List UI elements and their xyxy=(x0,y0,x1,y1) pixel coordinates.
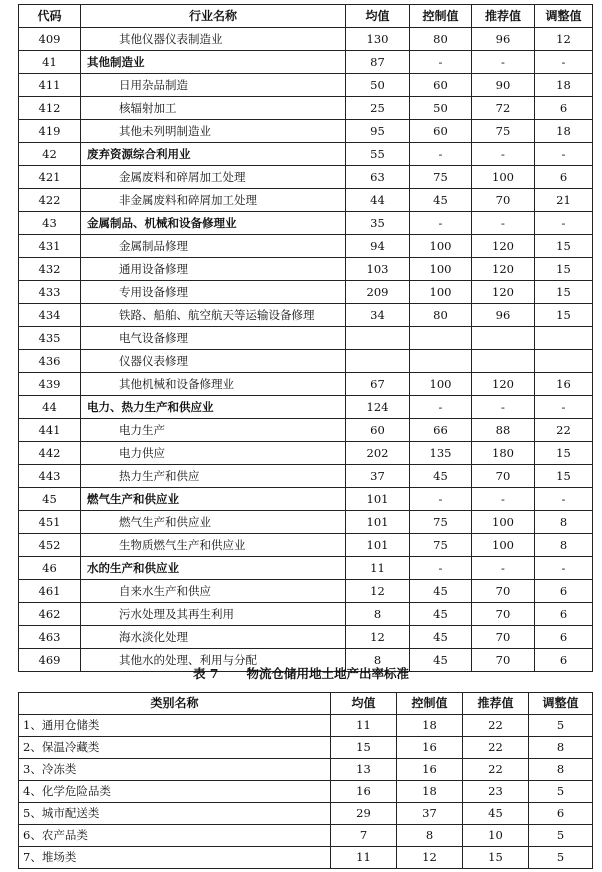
row-category-name: 4、化学危险品类 xyxy=(19,781,331,803)
row-control: 100 xyxy=(410,281,472,304)
row-code: 462 xyxy=(19,603,81,626)
row-code: 443 xyxy=(19,465,81,488)
row-industry-name: 核辐射加工 xyxy=(81,97,346,120)
table-row xyxy=(19,258,593,281)
header-category-name: 类别名称 xyxy=(19,693,331,715)
row-adjust: 5 xyxy=(529,715,593,737)
row-control: 45 xyxy=(410,626,472,649)
row-industry-name: 专用设备修理 xyxy=(81,281,346,304)
row-code: 41 xyxy=(19,51,81,74)
row-mean: 34 xyxy=(346,304,410,327)
row-control: 45 xyxy=(410,649,472,672)
row-industry-name: 热力生产和供应 xyxy=(81,465,346,488)
table-row xyxy=(19,715,593,737)
row-industry-name: 金属制品修理 xyxy=(81,235,346,258)
row-recommend: 70 xyxy=(472,603,535,626)
table-row xyxy=(19,847,593,869)
row-adjust: 21 xyxy=(535,189,593,212)
row-adjust: 6 xyxy=(535,626,593,649)
row-industry-name: 金属制品、机械和设备修理业 xyxy=(81,212,346,235)
row-recommend: 75 xyxy=(472,120,535,143)
row-adjust: - xyxy=(535,488,593,511)
row-industry-name: 污水处理及其再生利用 xyxy=(81,603,346,626)
row-recommend: 100 xyxy=(472,511,535,534)
row-control xyxy=(410,350,472,373)
row-industry-name: 其他未列明制造业 xyxy=(81,120,346,143)
row-mean: 11 xyxy=(346,557,410,580)
row-recommend: 15 xyxy=(463,847,529,869)
row-adjust: 5 xyxy=(529,781,593,803)
table-row xyxy=(19,74,593,97)
row-mean: 13 xyxy=(331,759,397,781)
row-mean: 12 xyxy=(346,626,410,649)
row-code: 419 xyxy=(19,120,81,143)
row-mean: 15 xyxy=(331,737,397,759)
table-row xyxy=(19,825,593,847)
category-row xyxy=(19,143,593,166)
table-row xyxy=(19,235,593,258)
table7-title: 物流仓储用地土地产出率标准 xyxy=(246,666,410,681)
row-category-name: 2、保温冷藏类 xyxy=(19,737,331,759)
row-industry-name: 金属废料和碎屑加工处理 xyxy=(81,166,346,189)
row-recommend: 22 xyxy=(463,715,529,737)
row-control: 100 xyxy=(410,258,472,281)
row-adjust: 8 xyxy=(529,759,593,781)
row-code: 411 xyxy=(19,74,81,97)
category-row xyxy=(19,51,593,74)
table-header-row xyxy=(19,693,593,715)
row-industry-name: 电力生产 xyxy=(81,419,346,442)
row-control: 75 xyxy=(410,166,472,189)
row-control: 50 xyxy=(410,97,472,120)
row-control: - xyxy=(410,212,472,235)
row-industry-name: 生物质燃气生产和供应业 xyxy=(81,534,346,557)
row-industry-name: 电力供应 xyxy=(81,442,346,465)
row-industry-name: 铁路、船舶、航空航天等运输设备修理 xyxy=(81,304,346,327)
row-industry-name: 自来水生产和供应 xyxy=(81,580,346,603)
row-mean: 87 xyxy=(346,51,410,74)
row-industry-name: 其他机械和设备修理业 xyxy=(81,373,346,396)
row-control: 135 xyxy=(410,442,472,465)
row-industry-name: 其他水的处理、利用与分配 xyxy=(81,649,346,672)
row-code: 461 xyxy=(19,580,81,603)
row-recommend: 120 xyxy=(472,281,535,304)
row-control: 16 xyxy=(397,759,463,781)
header-control: 控制值 xyxy=(397,693,463,715)
row-recommend: 72 xyxy=(472,97,535,120)
row-recommend: 100 xyxy=(472,534,535,557)
row-mean: 12 xyxy=(346,580,410,603)
row-recommend: 70 xyxy=(472,580,535,603)
row-control: 80 xyxy=(410,28,472,51)
row-mean: 130 xyxy=(346,28,410,51)
logistics-table-body xyxy=(19,715,593,869)
row-mean: 67 xyxy=(346,373,410,396)
row-mean: 35 xyxy=(346,212,410,235)
header-recommend: 推荐值 xyxy=(463,693,529,715)
row-recommend: 10 xyxy=(463,825,529,847)
industry-table-body xyxy=(19,28,593,672)
row-control: 75 xyxy=(410,511,472,534)
row-code: 43 xyxy=(19,212,81,235)
row-adjust: 6 xyxy=(529,803,593,825)
header-mean: 均值 xyxy=(346,5,410,28)
row-code: 434 xyxy=(19,304,81,327)
row-code: 451 xyxy=(19,511,81,534)
row-control: - xyxy=(410,143,472,166)
row-control: 100 xyxy=(410,373,472,396)
table-row xyxy=(19,120,593,143)
row-control: 60 xyxy=(410,74,472,97)
row-recommend: 45 xyxy=(463,803,529,825)
row-industry-name: 其他仪器仪表制造业 xyxy=(81,28,346,51)
row-adjust: 6 xyxy=(535,580,593,603)
row-adjust: 15 xyxy=(535,258,593,281)
row-control: 18 xyxy=(397,781,463,803)
row-industry-name: 燃气生产和供应业 xyxy=(81,511,346,534)
row-industry-name: 水的生产和供应业 xyxy=(81,557,346,580)
row-recommend: 70 xyxy=(472,465,535,488)
row-control: 16 xyxy=(397,737,463,759)
row-recommend: - xyxy=(472,143,535,166)
row-mean: 44 xyxy=(346,189,410,212)
row-recommend: 70 xyxy=(472,649,535,672)
table-row xyxy=(19,737,593,759)
row-adjust: 15 xyxy=(535,304,593,327)
row-control: 8 xyxy=(397,825,463,847)
row-control: 45 xyxy=(410,603,472,626)
row-mean: 94 xyxy=(346,235,410,258)
header-adjust: 调整值 xyxy=(529,693,593,715)
row-mean: 11 xyxy=(331,715,397,737)
row-mean: 25 xyxy=(346,97,410,120)
table-row xyxy=(19,97,593,120)
row-mean: 209 xyxy=(346,281,410,304)
row-adjust: 15 xyxy=(535,281,593,304)
header-recommend: 推荐值 xyxy=(472,5,535,28)
row-category-name: 6、农产品类 xyxy=(19,825,331,847)
row-recommend: 96 xyxy=(472,28,535,51)
row-recommend: 120 xyxy=(472,373,535,396)
row-recommend: - xyxy=(472,557,535,580)
row-code: 452 xyxy=(19,534,81,557)
table-row xyxy=(19,373,593,396)
row-control: 60 xyxy=(410,120,472,143)
row-adjust: 16 xyxy=(535,373,593,396)
row-adjust xyxy=(535,350,593,373)
table-row xyxy=(19,626,593,649)
row-industry-name: 其他制造业 xyxy=(81,51,346,74)
row-mean: 202 xyxy=(346,442,410,465)
row-recommend: 180 xyxy=(472,442,535,465)
row-adjust: 6 xyxy=(535,603,593,626)
table-row xyxy=(19,534,593,557)
row-mean: 101 xyxy=(346,488,410,511)
row-recommend: 90 xyxy=(472,74,535,97)
row-code: 42 xyxy=(19,143,81,166)
table7-number: 表 7 xyxy=(192,666,219,681)
row-code: 409 xyxy=(19,28,81,51)
row-adjust: 8 xyxy=(535,511,593,534)
row-control: - xyxy=(410,51,472,74)
row-industry-name: 通用设备修理 xyxy=(81,258,346,281)
row-code: 442 xyxy=(19,442,81,465)
header-mean: 均值 xyxy=(331,693,397,715)
row-code: 421 xyxy=(19,166,81,189)
row-adjust: - xyxy=(535,143,593,166)
row-adjust: 15 xyxy=(535,465,593,488)
row-control: 66 xyxy=(410,419,472,442)
row-industry-name: 电气设备修理 xyxy=(81,327,346,350)
table-header-row xyxy=(19,5,593,28)
row-control: - xyxy=(410,396,472,419)
row-recommend: 96 xyxy=(472,304,535,327)
table-row xyxy=(19,803,593,825)
table-row xyxy=(19,603,593,626)
table-row xyxy=(19,166,593,189)
row-recommend xyxy=(472,350,535,373)
table-row xyxy=(19,28,593,51)
row-control: 45 xyxy=(410,465,472,488)
row-adjust xyxy=(535,327,593,350)
row-code: 46 xyxy=(19,557,81,580)
row-adjust: 15 xyxy=(535,442,593,465)
row-code: 441 xyxy=(19,419,81,442)
row-recommend: 120 xyxy=(472,258,535,281)
row-control: 75 xyxy=(410,534,472,557)
row-control: 37 xyxy=(397,803,463,825)
row-code: 422 xyxy=(19,189,81,212)
row-mean xyxy=(346,350,410,373)
row-mean: 95 xyxy=(346,120,410,143)
table7-caption xyxy=(0,664,602,682)
row-industry-name: 非金属废料和碎屑加工处理 xyxy=(81,189,346,212)
row-adjust: 8 xyxy=(529,737,593,759)
row-category-name: 7、堆场类 xyxy=(19,847,331,869)
row-mean: 37 xyxy=(346,465,410,488)
row-recommend: 22 xyxy=(463,737,529,759)
row-adjust: 15 xyxy=(535,235,593,258)
row-adjust: 18 xyxy=(535,74,593,97)
row-control: - xyxy=(410,557,472,580)
row-adjust: 22 xyxy=(535,419,593,442)
row-adjust: - xyxy=(535,212,593,235)
category-row xyxy=(19,212,593,235)
row-recommend: 70 xyxy=(472,626,535,649)
row-adjust: 18 xyxy=(535,120,593,143)
row-mean: 63 xyxy=(346,166,410,189)
category-row xyxy=(19,396,593,419)
row-mean: 7 xyxy=(331,825,397,847)
row-recommend: 70 xyxy=(472,189,535,212)
row-adjust: 6 xyxy=(535,649,593,672)
row-adjust: 5 xyxy=(529,847,593,869)
row-adjust: 6 xyxy=(535,166,593,189)
row-code: 432 xyxy=(19,258,81,281)
row-code: 463 xyxy=(19,626,81,649)
row-recommend: 88 xyxy=(472,419,535,442)
table-row xyxy=(19,304,593,327)
row-recommend: 100 xyxy=(472,166,535,189)
category-row xyxy=(19,557,593,580)
row-code: 436 xyxy=(19,350,81,373)
row-adjust: 6 xyxy=(535,97,593,120)
header-code: 代码 xyxy=(19,5,81,28)
table-row xyxy=(19,465,593,488)
row-industry-name: 海水淡化处理 xyxy=(81,626,346,649)
table-row xyxy=(19,781,593,803)
row-code: 44 xyxy=(19,396,81,419)
row-mean: 8 xyxy=(346,603,410,626)
row-code: 435 xyxy=(19,327,81,350)
row-mean: 103 xyxy=(346,258,410,281)
row-adjust: 5 xyxy=(529,825,593,847)
row-mean xyxy=(346,327,410,350)
row-recommend xyxy=(472,327,535,350)
row-control: - xyxy=(410,488,472,511)
row-recommend: - xyxy=(472,212,535,235)
row-control: 12 xyxy=(397,847,463,869)
row-code: 439 xyxy=(19,373,81,396)
row-control: 100 xyxy=(410,235,472,258)
row-category-name: 3、冷冻类 xyxy=(19,759,331,781)
row-control xyxy=(410,327,472,350)
row-code: 412 xyxy=(19,97,81,120)
header-industry-name: 行业名称 xyxy=(81,5,346,28)
row-adjust: - xyxy=(535,396,593,419)
row-adjust: 8 xyxy=(535,534,593,557)
table-row xyxy=(19,511,593,534)
row-code: 45 xyxy=(19,488,81,511)
row-mean: 124 xyxy=(346,396,410,419)
row-mean: 50 xyxy=(346,74,410,97)
table-row xyxy=(19,327,593,350)
row-recommend: - xyxy=(472,51,535,74)
row-industry-name: 燃气生产和供应业 xyxy=(81,488,346,511)
row-control: 80 xyxy=(410,304,472,327)
row-mean: 101 xyxy=(346,534,410,557)
row-industry-name: 废弃资源综合利用业 xyxy=(81,143,346,166)
row-control: 45 xyxy=(410,189,472,212)
header-control: 控制值 xyxy=(410,5,472,28)
row-category-name: 1、通用仓储类 xyxy=(19,715,331,737)
row-recommend: 22 xyxy=(463,759,529,781)
row-adjust: - xyxy=(535,557,593,580)
row-adjust: - xyxy=(535,51,593,74)
row-mean: 60 xyxy=(346,419,410,442)
row-mean: 16 xyxy=(331,781,397,803)
row-recommend: 120 xyxy=(472,235,535,258)
row-industry-name: 电力、热力生产和供应业 xyxy=(81,396,346,419)
row-mean: 55 xyxy=(346,143,410,166)
industry-output-table xyxy=(18,4,593,672)
row-category-name: 5、城市配送类 xyxy=(19,803,331,825)
header-adjust: 调整值 xyxy=(535,5,593,28)
row-industry-name: 日用杂品制造 xyxy=(81,74,346,97)
row-mean: 29 xyxy=(331,803,397,825)
row-industry-name: 仪器仪表修理 xyxy=(81,350,346,373)
table-row xyxy=(19,350,593,373)
row-recommend: 23 xyxy=(463,781,529,803)
row-adjust: 12 xyxy=(535,28,593,51)
table-row xyxy=(19,419,593,442)
row-mean: 8 xyxy=(346,649,410,672)
table-row xyxy=(19,189,593,212)
row-code: 431 xyxy=(19,235,81,258)
row-control: 18 xyxy=(397,715,463,737)
row-mean: 11 xyxy=(331,847,397,869)
table-row xyxy=(19,580,593,603)
row-code: 469 xyxy=(19,649,81,672)
row-control: 45 xyxy=(410,580,472,603)
row-mean: 101 xyxy=(346,511,410,534)
table-row xyxy=(19,759,593,781)
table-row xyxy=(19,442,593,465)
row-recommend: - xyxy=(472,396,535,419)
logistics-output-table xyxy=(18,692,593,869)
row-recommend: - xyxy=(472,488,535,511)
table-row xyxy=(19,281,593,304)
category-row xyxy=(19,488,593,511)
row-code: 433 xyxy=(19,281,81,304)
